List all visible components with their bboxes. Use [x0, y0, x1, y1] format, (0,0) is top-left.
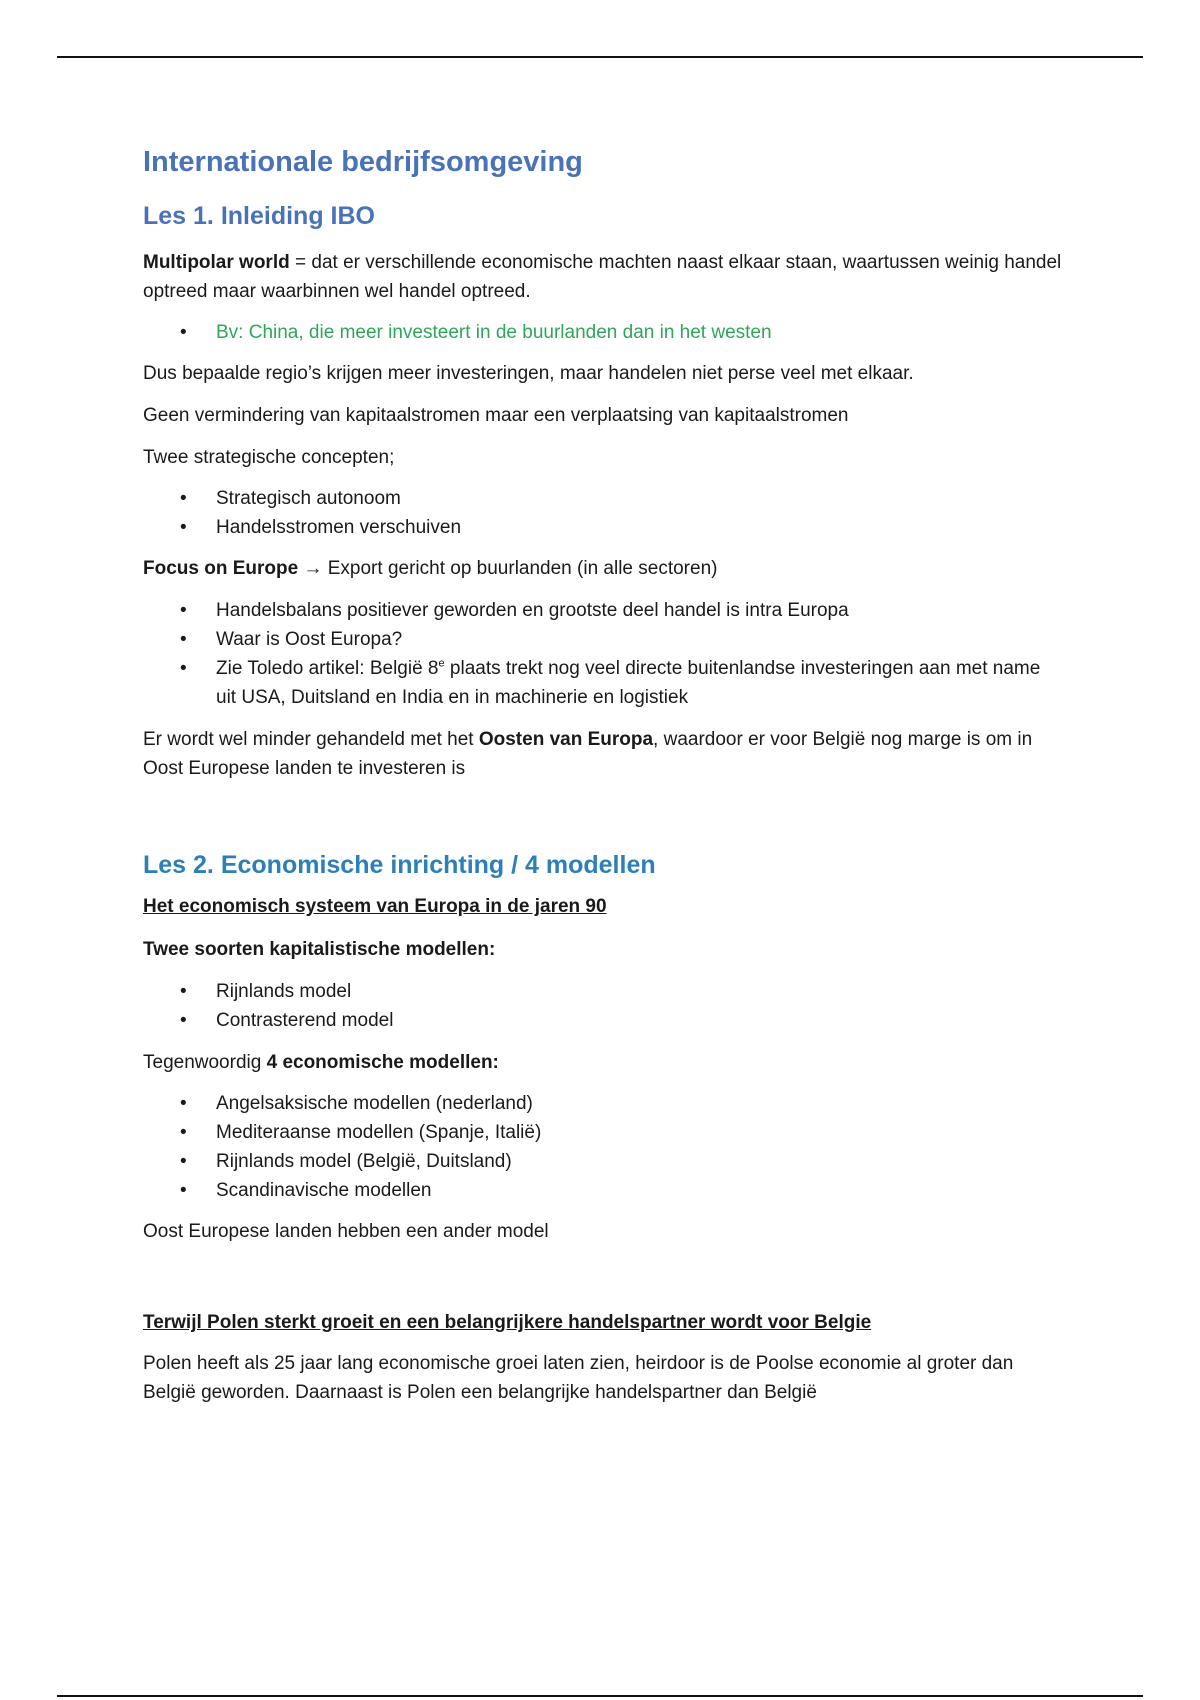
- east-europe-paragraph: Er wordt wel minder gehandeld met het Oosten van Europa, waardoor er voor België nog marge is om in Oost Europese landen te investeren is: [143, 729, 1033, 779]
- example-text: Bv: China, die meer investeert in de buurlanden dan in het westen: [216, 322, 772, 343]
- bullet-icon: •: [180, 600, 187, 621]
- focus-text: Export gericht op buurlanden (in alle sectoren): [327, 558, 718, 579]
- bullet-icon: •: [180, 1010, 187, 1031]
- list-item: • Rijnlands model: [143, 977, 1063, 1006]
- models-list: [143, 1089, 1063, 1205]
- tegenwoordig-paragraph: Tegenwoordig 4 economische modellen:: [143, 1052, 499, 1073]
- list-item: [143, 318, 1063, 347]
- list-item: [143, 654, 1063, 712]
- oost-europa-paragraph: Oost Europese landen hebben een ander model: [143, 1221, 549, 1242]
- subheading-polen: Terwijl Polen sterkt groeit en een belangrijkere handelspartner wordt voor Belgie: [143, 1312, 872, 1333]
- focus-list: [143, 596, 1063, 712]
- bullet-icon: •: [180, 1151, 187, 1172]
- multipolar-definition: = dat er verschillende economische machten naast elkaar staan, waartussen weinig handel optreed maar waarbinnen wel handel optreed.: [143, 252, 1062, 302]
- document-title: Internationale bedrijfsomgeving: [143, 146, 583, 178]
- list-item: • Mediteraanse modellen (Spanje, Italië): [143, 1118, 1063, 1147]
- list-item: • Waar is Oost Europa?: [143, 625, 1063, 654]
- section-heading-les2: Les 2. Economische inrichting / 4 modellen: [143, 851, 656, 879]
- bullet-icon: •: [180, 1122, 187, 1143]
- focus-term: Focus on Europe: [143, 558, 299, 579]
- bullet-icon: •: [180, 322, 187, 343]
- list-item: • Rijnlands model (België, Duitsland): [143, 1147, 1063, 1176]
- toledo-text: Zie Toledo artikel: België 8e plaats trekt nog veel directe buitenlandse investeringen aan met name uit USA, Duitsland en India en in machinerie en logistiek: [216, 657, 1041, 708]
- twee-soorten-list: [143, 977, 1063, 1035]
- concepts-intro: Twee strategische concepten;: [143, 447, 395, 468]
- list-item: • Scandinavische modellen: [143, 1176, 1063, 1205]
- polen-paragraph: Polen heeft als 25 jaar lang economische groei laten zien, heirdoor is de Poolse economie al groter dan België geworden. Daarnaast is Polen een belangrijke handelspartner dan België: [143, 1353, 1014, 1403]
- bullet-icon: •: [180, 488, 187, 509]
- list-item: • Angelsaksische modellen (nederland): [143, 1089, 1063, 1118]
- regions-paragraph: Dus bepaalde regio’s krijgen meer investeringen, maar handelen niet perse veel met elkaar.: [143, 363, 914, 384]
- list-item: • Strategisch autonoom: [143, 484, 1063, 513]
- concepts-list: [143, 484, 1063, 542]
- section-heading-les1: Les 1. Inleiding IBO: [143, 202, 375, 230]
- list-item: • Contrasterend model: [143, 1006, 1063, 1035]
- header-rule: [57, 56, 1143, 58]
- capital-paragraph: Geen vermindering van kapitaalstromen maar een verplaatsing van kapitaalstromen: [143, 405, 849, 426]
- arrow-icon: →: [298, 558, 328, 579]
- subheading-jaren90: Het economisch systeem van Europa in de jaren 90: [143, 896, 607, 917]
- bullet-icon: •: [180, 981, 187, 1002]
- twee-soorten-heading: Twee soorten kapitalistische modellen:: [143, 939, 496, 960]
- bullet-icon: •: [180, 629, 187, 650]
- focus-paragraph: [143, 554, 1063, 583]
- footer-rule: [57, 1695, 1143, 1697]
- bullet-icon: •: [180, 517, 187, 538]
- bullet-icon: •: [180, 1180, 187, 1201]
- list-item: • Handelsbalans positiever geworden en grootste deel handel is intra Europa: [143, 596, 1063, 625]
- multipolar-term: Multipolar world: [143, 252, 290, 273]
- bullet-icon: •: [180, 1093, 187, 1114]
- list-item: • Handelsstromen verschuiven: [143, 513, 1063, 542]
- document-page: [143, 140, 1063, 1407]
- example-list: [143, 318, 1063, 347]
- bullet-icon: •: [180, 658, 187, 679]
- multipolar-paragraph: [143, 248, 1063, 306]
